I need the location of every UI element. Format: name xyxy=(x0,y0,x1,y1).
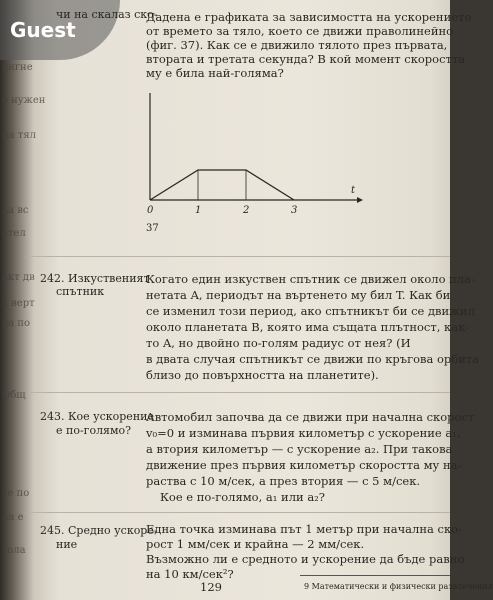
margin-fragment: зе по xyxy=(2,488,30,499)
x-tick-label: 1 xyxy=(195,205,202,216)
q2-line: то A, но двойно по-голям радиус от нея? (И xyxy=(146,336,411,350)
margin-fragment: гола xyxy=(2,545,26,556)
x-tick-label: 3 xyxy=(291,205,298,216)
q2-line: Когато един изкуствен спътник се движел около пла- xyxy=(146,272,475,286)
watermark-text: Guest xyxy=(10,18,76,42)
margin-fragment: ла е xyxy=(2,512,24,523)
q4-line: Възможно ли е средното и ускорение да бъде равно xyxy=(146,552,465,566)
q4-line: Една точка изминава път 1 метър при начална ско- xyxy=(146,522,462,536)
margin-fragment: ател xyxy=(2,228,26,239)
divider xyxy=(30,392,450,393)
x-axis-arrow xyxy=(357,197,363,203)
q2-line: около планетата B, която има същата плътност, как- xyxy=(146,320,470,334)
q4-line: на 10 км/сек²? xyxy=(146,567,234,581)
x-tick-label: 0 xyxy=(147,205,154,216)
q1-line: му е била най-голяма? xyxy=(146,66,284,80)
q1-line: втората и третата секунда? В кой момент скоростта xyxy=(146,52,466,66)
q4-side-title: 245. Средно ускоре- xyxy=(40,524,158,537)
acceleration-curve xyxy=(150,170,294,200)
q3-line: раства с 10 м/сек, а през втория — с 5 м/сек. xyxy=(146,474,421,488)
q2-line: в двата случая спътникът се движи по кръгова орбита xyxy=(146,352,480,366)
q4-line: рост 1 мм/сек и крайна — 2 мм/сек. xyxy=(146,537,365,551)
q3-side-title: 243. Кое ускорение xyxy=(40,410,154,423)
q3-line: а втория километър — с ускорение a₂. При такова xyxy=(146,442,453,456)
margin-fragment: е нужен xyxy=(2,95,46,106)
margin-fragment: а верт xyxy=(2,298,35,309)
x-tick-label: 2 xyxy=(243,205,250,216)
q3-side-title: е по-голямо? xyxy=(56,424,132,437)
q3-line: v₀=0 и изминава първия километър с ускорение a₁, xyxy=(146,426,461,440)
divider xyxy=(30,256,450,257)
margin-fragment: иа тял xyxy=(2,130,36,141)
q3-line: Кое е по-голямо, a₁ или a₂? xyxy=(160,490,325,504)
q1-line: (фиг. 37). Как се е движило тялото през първата, xyxy=(146,38,448,52)
divider xyxy=(30,512,450,513)
q2-line: близо до повърхността на планетите). xyxy=(146,368,379,382)
margin-fragment: дигне xyxy=(2,62,33,73)
q2-side-title: спътник xyxy=(56,285,105,298)
running-head: 9 Математически и физически развлечения xyxy=(304,582,493,591)
margin-fragment: акт дв xyxy=(2,272,35,283)
x-axis-label: t xyxy=(351,185,356,196)
q2-line: се изменил този период, ако спътникът би се движил xyxy=(146,304,475,318)
q3-line: Автомобил започва да се движи при начална скорост xyxy=(146,410,475,424)
q3-line: движение през първия километър скоростта му на- xyxy=(146,458,462,472)
figure-number: 37 xyxy=(146,223,159,234)
q2-side-title: 242. Изкуственият xyxy=(40,272,150,285)
q2-line: нетата A, периодът на въртенето му бил T. Как би xyxy=(146,288,451,302)
q1-line: Дадена е графиката за зависимостта на ускорението xyxy=(146,10,472,24)
margin-fragment: да вс xyxy=(2,205,29,216)
q4-side-title: ние xyxy=(56,538,78,551)
page-number: 129 xyxy=(200,580,222,594)
margin-fragment: Общ xyxy=(2,390,26,401)
q1-side-title: чи на скалаз ско- xyxy=(56,8,158,21)
q1-line: от времето за тяло, което се движи праволинейно xyxy=(146,24,454,38)
margin-fragment: да по xyxy=(2,318,30,329)
figure-37-graph xyxy=(135,88,365,228)
